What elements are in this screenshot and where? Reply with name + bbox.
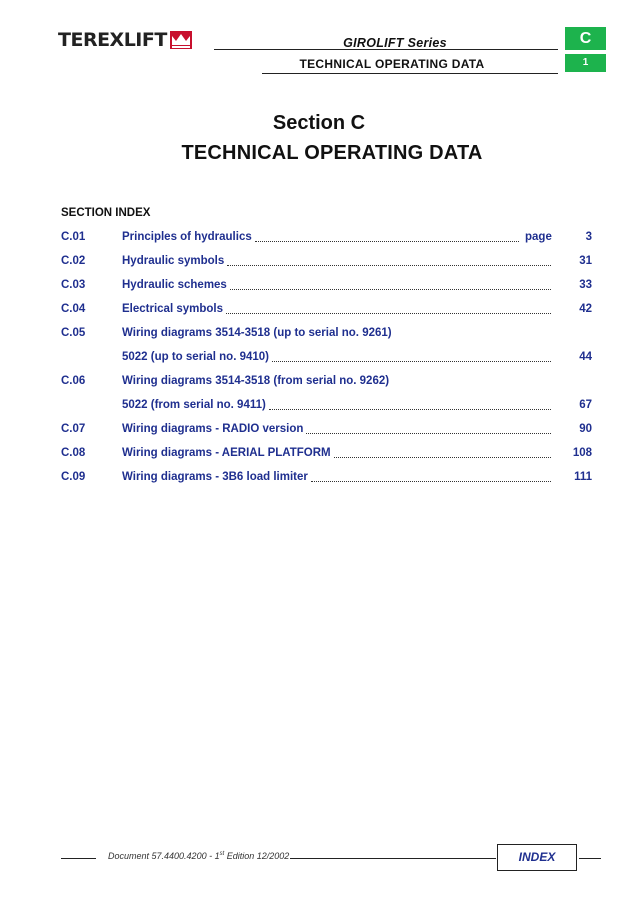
entry-label[interactable]: Electrical symbols (122, 303, 223, 315)
index-entry[interactable] (61, 279, 598, 295)
entry-label[interactable]: Wiring diagrams - AERIAL PLATFORM (122, 447, 331, 459)
index-entry[interactable] (61, 303, 598, 319)
entry-label[interactable]: 5022 (up to serial no. 9410) (122, 351, 270, 363)
document-info-suffix: Edition 12/2002 (224, 851, 290, 861)
leader-dots (226, 313, 551, 314)
section-subtitle: TECHNICAL OPERATING DATA (181, 142, 483, 164)
index-entry[interactable] (61, 471, 598, 487)
footer-rule-right (579, 858, 601, 859)
section-title: Section C (272, 112, 366, 134)
entry-page: 108 (572, 447, 592, 459)
leader-dots (227, 265, 551, 266)
entry-code: C.01 (61, 231, 86, 243)
entry-code: C.09 (61, 471, 86, 483)
entry-page: 67 (579, 399, 592, 411)
document-info-sup: st (219, 851, 225, 857)
entry-label[interactable]: Wiring diagrams 3514-3518 (up to serial no. 9261) (122, 327, 392, 339)
leader-dots (230, 289, 551, 290)
index-button-label: INDEX (518, 850, 556, 864)
index-entry[interactable] (61, 399, 598, 415)
entry-page: 33 (579, 279, 592, 291)
page-number-badge: 1 (565, 54, 606, 72)
index-entry[interactable] (61, 327, 598, 343)
index-entry[interactable] (61, 231, 598, 247)
crown-icon (170, 31, 192, 49)
leader-dots (269, 409, 551, 410)
index-entry[interactable] (61, 351, 598, 367)
entry-code: C.07 (61, 423, 86, 435)
footer-rule-middle (290, 858, 496, 859)
entry-label[interactable]: 5022 (from serial no. 9411) (122, 399, 266, 411)
entry-page: 90 (579, 423, 592, 435)
entry-code: C.06 (61, 375, 86, 387)
entry-page: 31 (579, 255, 592, 267)
terexlift-logo (58, 30, 192, 50)
logo-text: TEREXLIFT (58, 29, 167, 51)
entry-page: 3 (585, 231, 592, 243)
entry-label[interactable]: Wiring diagrams - RADIO version (122, 423, 304, 435)
leader-dots (334, 457, 551, 458)
header-subtitle: TECHNICAL OPERATING DATA (299, 57, 485, 71)
section-index-heading: SECTION INDEX (61, 207, 151, 219)
index-button[interactable] (497, 844, 577, 871)
series-title: GIROLIFT Series (343, 36, 447, 50)
page-word: page (525, 231, 552, 243)
leader-dots (311, 481, 551, 482)
entry-label[interactable]: Hydraulic schemes (122, 279, 227, 291)
entry-code: C.03 (61, 279, 86, 291)
leader-dots (272, 361, 551, 362)
section-badge: C (565, 27, 606, 50)
entry-code: C.05 (61, 327, 86, 339)
document-info-prefix: Document 57.4400.4200 - 1 (108, 851, 220, 861)
entry-code: C.08 (61, 447, 86, 459)
leader-dots (255, 241, 519, 242)
entry-code: C.02 (61, 255, 86, 267)
entry-page: 111 (574, 471, 592, 483)
entry-page: 44 (579, 351, 592, 363)
leader-dots (306, 433, 551, 434)
header-rule-bottom (262, 73, 558, 74)
document-info (108, 851, 289, 861)
entry-label[interactable]: Principles of hydraulics (122, 231, 252, 243)
index-entry[interactable] (61, 375, 598, 391)
entry-label[interactable]: Hydraulic symbols (122, 255, 225, 267)
index-entry[interactable] (61, 447, 598, 463)
entry-code: C.04 (61, 303, 86, 315)
entry-label[interactable]: Wiring diagrams 3514-3518 (from serial no. 9262) (122, 375, 390, 387)
entry-label[interactable]: Wiring diagrams - 3B6 load limiter (122, 471, 308, 483)
index-entry[interactable] (61, 255, 598, 271)
entry-page: 42 (579, 303, 592, 315)
index-entry[interactable] (61, 423, 598, 439)
footer-rule-left (61, 858, 96, 859)
